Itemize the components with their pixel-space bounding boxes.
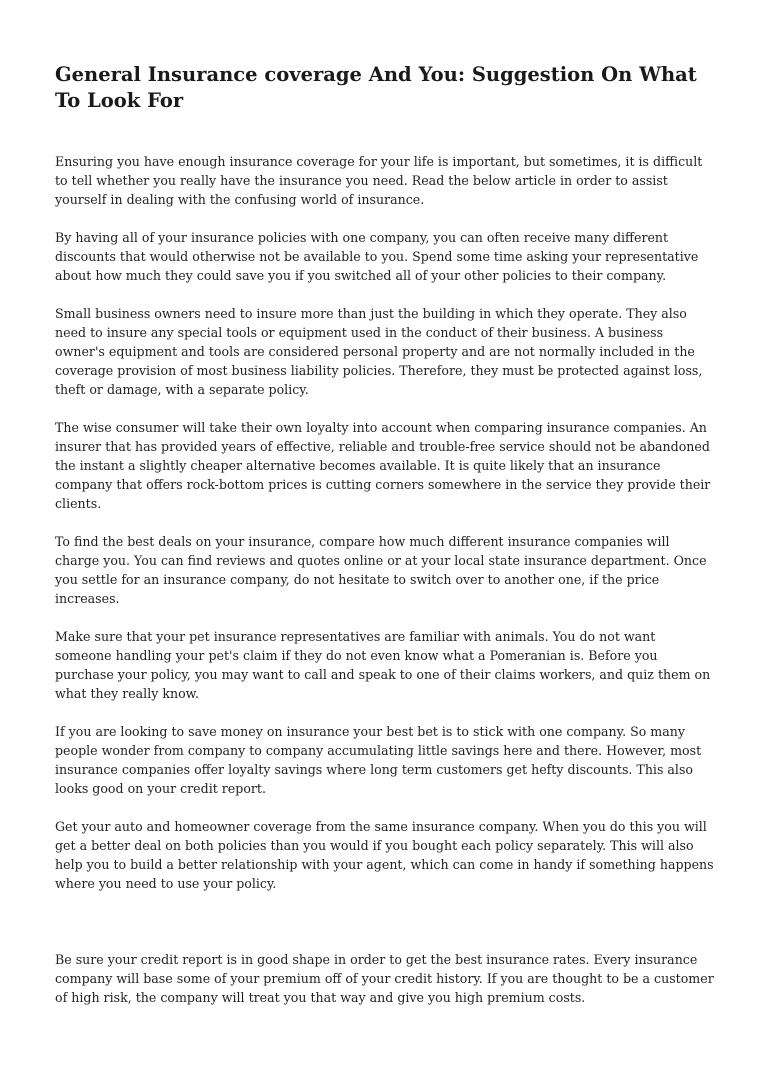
paragraph-5: To find the best deals on your insurance, compare how much different insurance companies will charge you. You can find reviews and quotes online or at your local state insurance department. Once you settle for an insurance company, do not hesitate to switch over to another one, if the price increases.	[55, 534, 707, 606]
paragraph-9: Be sure your credit report is in good shape in order to get the best insurance rates. Every insurance company will base some of your premium off of your credit history. If you are thought to be a customer of high risk, the company will treat you that way and give you high premium costs.	[55, 952, 714, 1005]
paragraph-6: Make sure that your pet insurance representatives are familiar with animals. You do not want someone handling your pet's claim if they do not even know what a Pomeranian is. Before you purchase your policy, you may want to call and speak to one of their claims workers, and quiz them on what they really know.	[55, 629, 711, 701]
paragraph-8: Get your auto and homeowner coverage from the same insurance company. When you do this you will get a better deal on both policies than you would if you bought each policy separately. This will also help you to build a better relationship with your agent, which can come in handy if something happens where you need to use your policy.	[55, 819, 714, 891]
paragraph-3: Small business owners need to insure more than just the building in which they operate. They also need to insure any special tools or equipment used in the conduct of their business. A business owner's equipment and tools are considered personal property and are not normally included in the coverage provision of most business liability policies. Therefore, they must be protected against loss, theft or damage, with a separate policy.	[55, 306, 703, 397]
paragraph-7: If you are looking to save money on insurance your best bet is to stick with one company. So many people wonder from company to company accumulating little savings here and there. However, most insurance companies offer loyalty savings where long term customers get hefty discounts. This also looks good on your credit report.	[55, 724, 702, 796]
document-page	[55, 62, 715, 1026]
document-title: General Insurance coverage And You: Suggestion On What To Look For	[55, 63, 697, 112]
paragraph-1: Ensuring you have enough insurance coverage for your life is important, but sometimes, it is difficult to tell whether you really have the insurance you need. Read the below article in order to assist yourself in dealing with the confusing world of insurance.	[55, 154, 703, 207]
paragraph-2: By having all of your insurance policies with one company, you can often receive many different discounts that would otherwise not be available to you. Spend some time asking your representative about how much they could save you if you switched all of your other policies to their company.	[55, 230, 699, 283]
paragraph-4: The wise consumer will take their own loyalty into account when comparing insurance companies. An insurer that has provided years of effective, reliable and trouble-free service should not be abandoned the instant a slightly cheaper alternative becomes available. It is quite likely that an insurance company that offers rock-bottom prices is cutting corners somewhere in the service they provide their clients.	[55, 420, 711, 511]
